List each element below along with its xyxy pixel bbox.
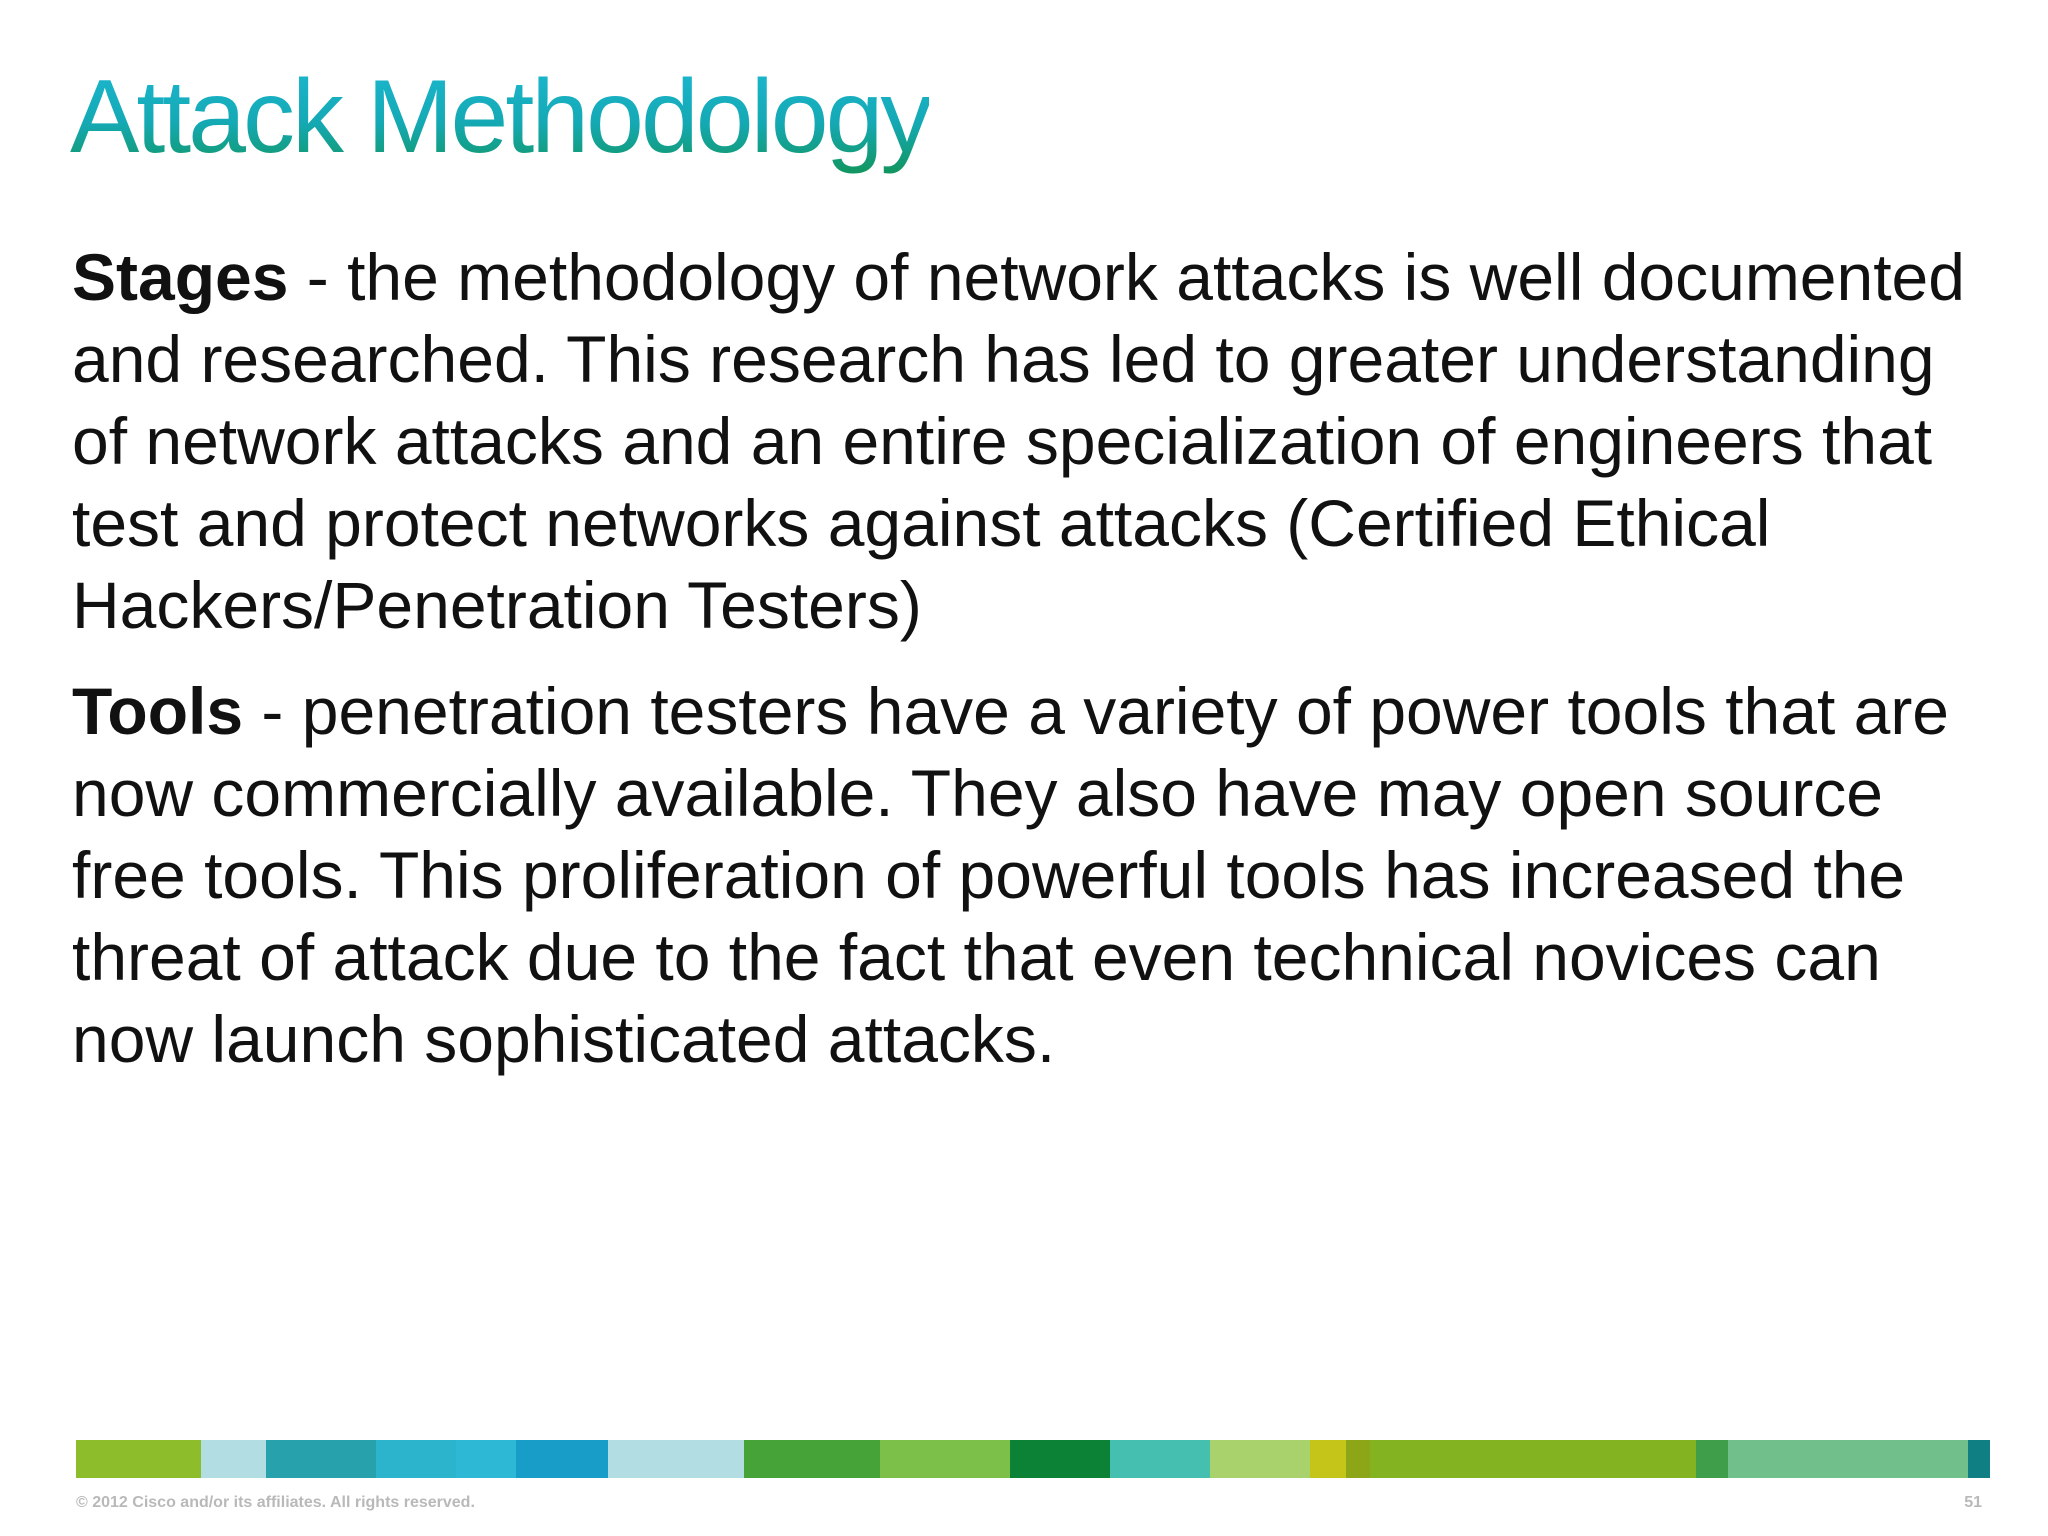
color-bar-segment [1968, 1440, 1990, 1478]
footer-color-bar [76, 1440, 1990, 1478]
color-bar-segment [744, 1440, 880, 1478]
color-bar-segment [608, 1440, 744, 1478]
color-bar-segment [1346, 1440, 1370, 1478]
footer-copyright: © 2012 Cisco and/or its affiliates. All rights reserved. [76, 1494, 475, 1511]
color-bar-segment [1370, 1440, 1696, 1478]
term-stages: Stages [72, 240, 289, 314]
color-bar-segment [516, 1440, 608, 1478]
color-bar-segment [201, 1440, 266, 1478]
color-bar-segment [76, 1440, 201, 1478]
paragraph-tools-text: - penetration testers have a variety of power tools that are now commercially available. They also have may open source free tools. This proliferation of powerful tools has increased the threat of attack due to the fact that even technical novices can now launch sophisticated attacks. [72, 674, 1950, 1076]
color-bar-segment [1310, 1440, 1346, 1478]
color-bar-segment [880, 1440, 1010, 1478]
paragraph-stages [72, 236, 1992, 646]
page-number: 51 [1964, 1494, 1982, 1511]
color-bar-segment [1728, 1440, 1968, 1478]
term-tools: Tools [72, 674, 244, 748]
paragraph-tools [72, 670, 1992, 1080]
color-bar-segment [1696, 1440, 1728, 1478]
color-bar-segment [1010, 1440, 1110, 1478]
color-bar-segment [266, 1440, 376, 1478]
paragraph-stages-text: - the methodology of network attacks is well documented and researched. This research has led to greater understanding of network attacks and an entire specialization of engineers that test and protect networks against attacks (Certified Ethical Hackers/Penetration Testers) [72, 240, 1965, 642]
color-bar-segment [456, 1440, 516, 1478]
color-bar-segment [1110, 1440, 1210, 1478]
color-bar-segment [376, 1440, 456, 1478]
color-bar-segment [1210, 1440, 1310, 1478]
slide-body [72, 236, 1992, 1104]
slide-title: Attack Methodology [70, 59, 930, 175]
